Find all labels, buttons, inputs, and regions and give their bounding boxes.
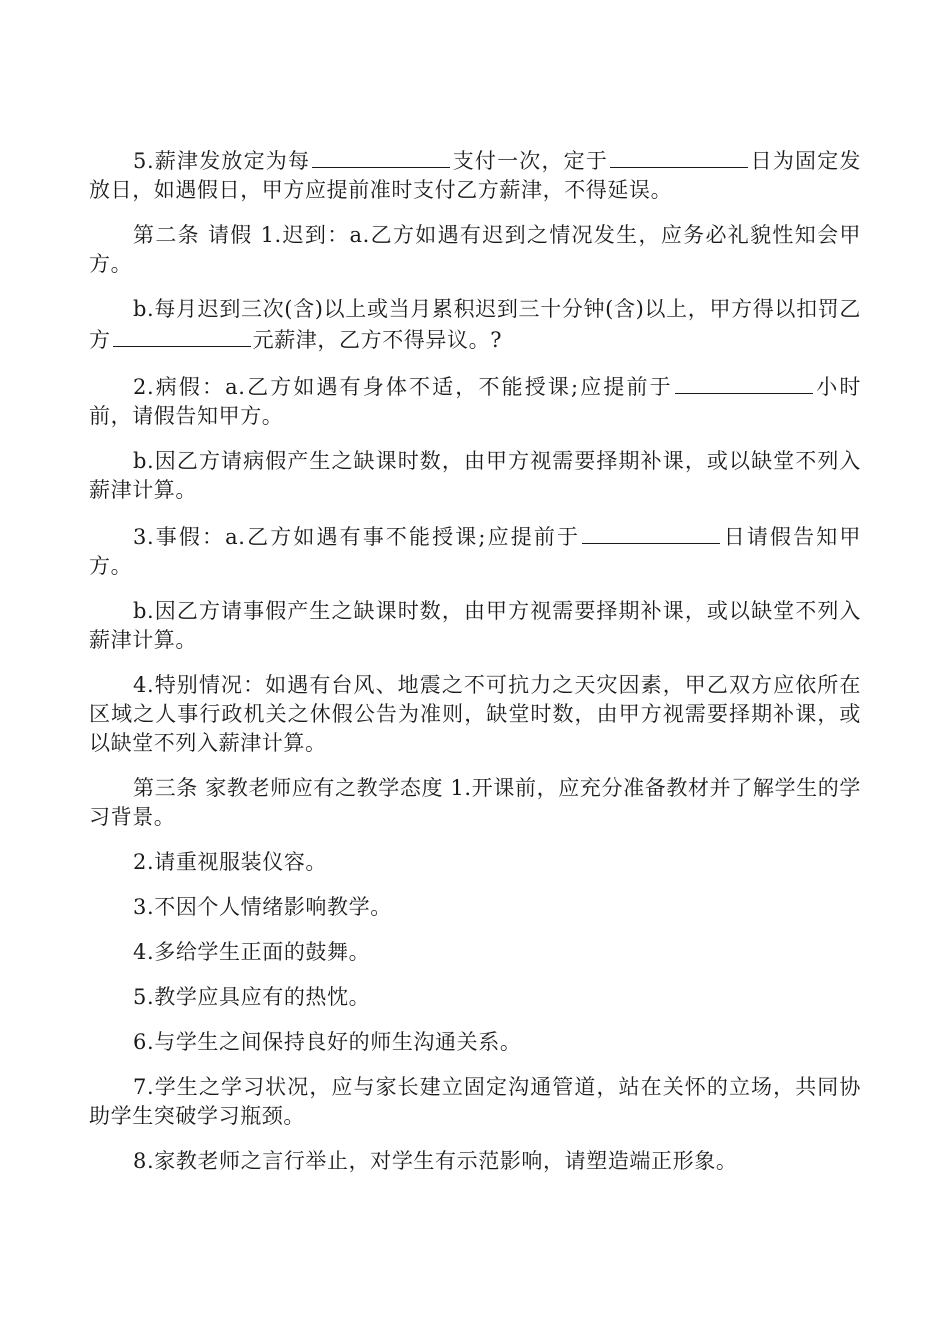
paragraph-special-circumstances: 4.特别情况：如遇有台风、地震之不可抗力之天灾因素，甲乙双方应依所在区域之人事行政机关之休假公告为准则，缺堂时数，由甲方视需要择期补课，或以缺堂不列入薪津计算。 (89, 673, 861, 755)
paragraph-encouragement: 4.多给学生正面的鼓舞。 (133, 940, 371, 964)
paragraph-article-3-attitude: 第三条 家教老师应有之教学态度 1.开课前，应充分准备教材并了解学生的学习背景。 (89, 776, 861, 829)
blank-field[interactable] (582, 521, 720, 544)
document-body (89, 145, 861, 1192)
paragraph-late-penalty: b.每月迟到三次(含)以上或当月累积迟到三十分钟(含)以上，甲方得以扣罚乙方 元薪津，乙方不得异议。? (89, 297, 861, 352)
paragraph-parent-channel: 7.学生之学习状况，应与家长建立固定沟通管道，站在关怀的立场，共同协助学生突破学习瓶颈。 (89, 1075, 861, 1128)
blank-field[interactable] (675, 371, 813, 394)
paragraph-enthusiasm: 5.教学应具应有的热忱。 (133, 985, 371, 1009)
paragraph-communication: 6.与学生之间保持良好的师生沟通关系。 (133, 1030, 522, 1054)
paragraph-personal-leave-makeup: b.因乙方请事假产生之缺课时数，由甲方视需要择期补课，或以缺堂不列入薪津计算。 (89, 599, 861, 652)
paragraph-personal-leave: 3.事假：a.乙方如遇有事不能授课;应提前于 日请假告知甲方。 (89, 521, 861, 581)
blank-field[interactable] (312, 145, 450, 168)
blank-field[interactable] (610, 145, 748, 168)
paragraph-sick-leave: 2.病假：a.乙方如遇有身体不适，不能授课;应提前于 小时前，请假告知甲方。 (89, 371, 861, 431)
paragraph-conduct: 8.家教老师之言行举止，对学生有示范影响，请塑造端正形象。 (133, 1149, 738, 1173)
paragraph-sick-leave-makeup: b.因乙方请病假产生之缺课时数，由甲方视需要择期补课，或以缺堂不列入薪津计算。 (89, 449, 861, 502)
paragraph-article-2-late: 第二条 请假 1.迟到：a.乙方如遇有迟到之情况发生，应务必礼貌性知会甲方。 (89, 223, 861, 276)
blank-field[interactable] (113, 324, 251, 347)
paragraph-emotions: 3.不因个人情绪影响教学。 (133, 895, 392, 919)
paragraph-salary-payment: 5.薪津发放定为每 支付一次，定于 日为固定发放日，如遇假日，甲方应提前准时支付乙方薪津，不得延误。 (89, 145, 861, 205)
paragraph-appearance: 2.请重视服装仪容。 (133, 850, 328, 874)
